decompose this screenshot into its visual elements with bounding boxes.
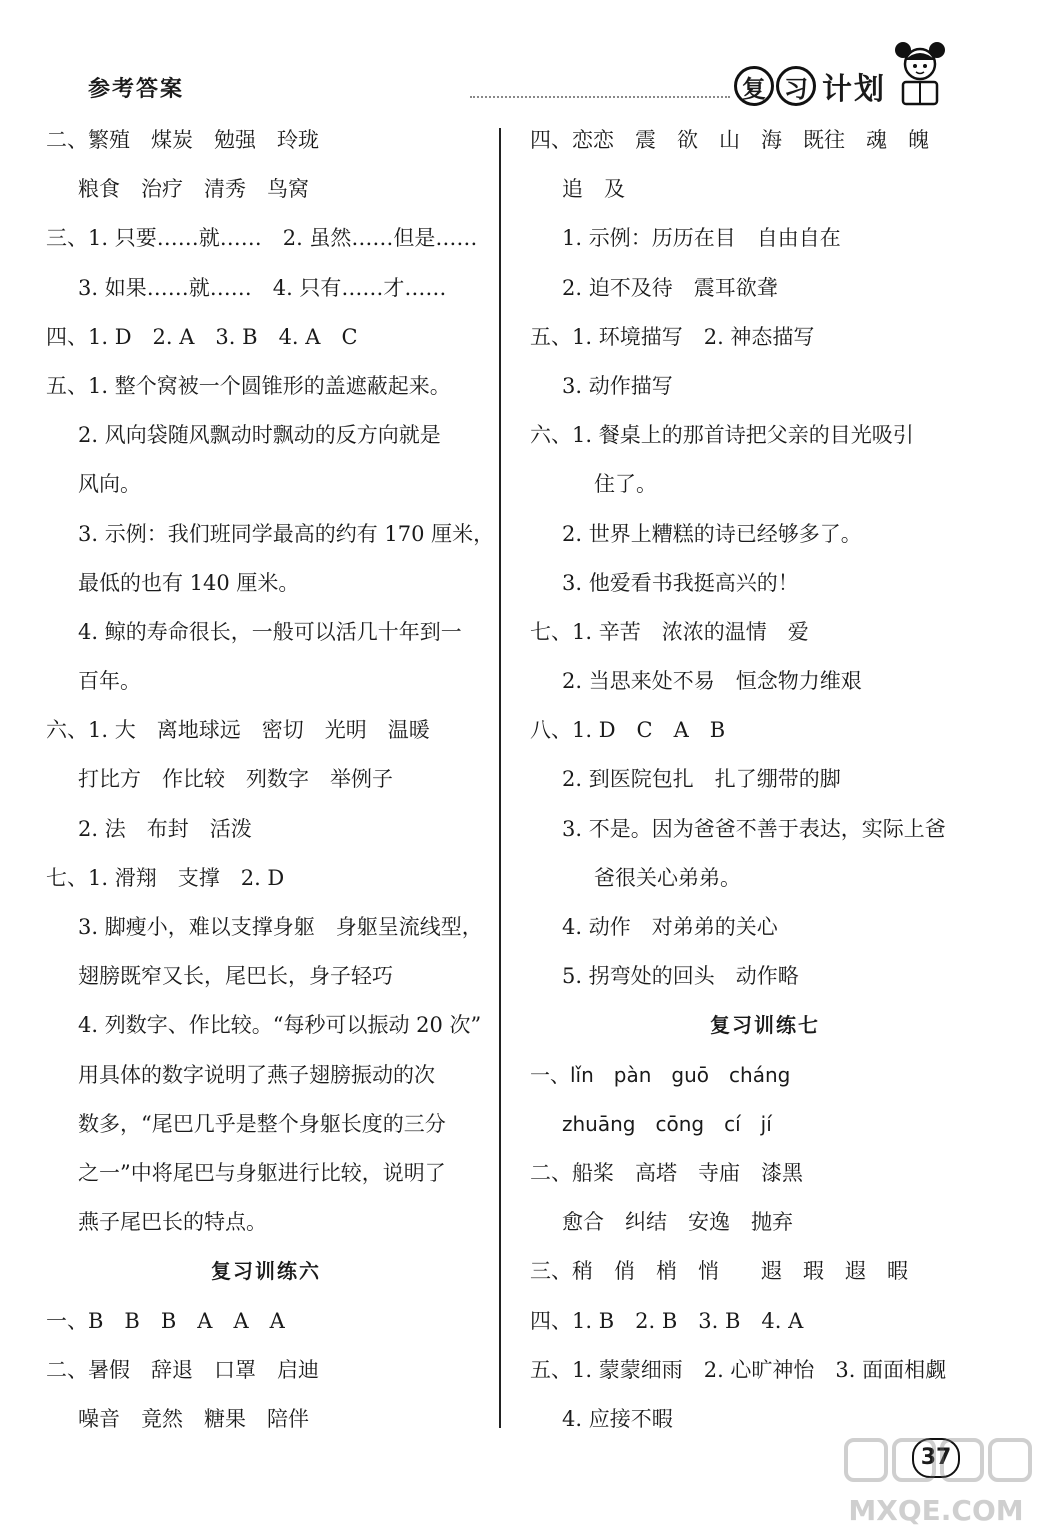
answer-line: 二、繁殖 煤炭 勉强 玲珑 — [46, 128, 319, 152]
answer-line: 噪音 竟然 糖果 陪伴 — [78, 1406, 309, 1431]
answer-line: 四、恋恋 震 欲 山 海 既往 魂 魄 — [530, 128, 929, 152]
answer-line: 2. 世界上糟糕的诗已经够多了。 — [562, 521, 862, 546]
page-number: 37 — [912, 1438, 960, 1478]
answer-line: 四、1. D 2. A 3. B 4. A C — [46, 324, 358, 349]
answer-line: 4. 列数字、作比较。“每秒可以振动 20 次” — [78, 1013, 482, 1038]
answer-line: 最低的也有 140 厘米。 — [78, 570, 300, 595]
answer-line: 2. 风向袋随风飘动时飘动的反方向就是 — [78, 423, 441, 448]
answer-line: 打比方 作比较 列数字 举例子 — [78, 767, 393, 792]
answer-line: 2. 到医院包扎 扎了绷带的脚 — [562, 767, 841, 792]
answer-line: 六、1. 大 离地球远 密切 光明 温暖 — [46, 718, 430, 743]
answer-line: 5. 拐弯处的回头 动作略 — [562, 964, 799, 989]
answer-line: 二、船桨 高塔 寺庙 漆黑 — [530, 1160, 803, 1185]
answer-line: 粮食 治疗 清秀 鸟窝 — [78, 177, 309, 202]
answer-line: 燕子尾巴长的特点。 — [78, 1210, 267, 1235]
answer-line: 七、1. 滑翔 支撑 2. D — [46, 865, 285, 890]
section-heading: 复习训练六 — [211, 1259, 321, 1284]
answer-line: 用具体的数字说明了燕子翅膀振动的次 — [78, 1062, 435, 1087]
answer-line: 3. 不是。因为爸爸不善于表达，实际上爸 — [562, 816, 946, 841]
answer-line: 追 及 — [562, 177, 625, 202]
watermark-text: MXQE.COM — [848, 1494, 1024, 1527]
answer-line: 之一”中将尾巴与身躯进行比较，说明了 — [78, 1160, 446, 1185]
right-answer-column — [530, 116, 1000, 1444]
answer-line: 三、稍 俏 梢 悄 遐 瑕 遐 暇 — [530, 1259, 908, 1284]
answer-line: 愈合 纠结 安逸 抛弃 — [562, 1210, 793, 1235]
answer-line: 三、1. 只要……就…… 2. 虽然……但是…… — [46, 226, 478, 251]
answer-line: 4. 应接不暇 — [562, 1406, 673, 1431]
header-left-title: 参考答案 — [88, 76, 185, 102]
answer-line: 3. 示例：我们班同学最高的约有 170 厘米， — [78, 521, 495, 546]
answer-line: 3. 脚瘦小，难以支撑身躯 身躯呈流线型， — [78, 915, 483, 939]
answer-line: 翅膀既窄又长，尾巴长，身子轻巧 — [78, 964, 393, 989]
answer-line: 3. 动作描写 — [562, 373, 673, 398]
answer-line: 五、1. 整个窝被一个圆锥形的盖遮蔽起来。 — [46, 373, 451, 398]
answer-line: 五、1. 环境描写 2. 神态描写 — [530, 324, 815, 349]
answer-line: 3. 他爱看书我挺高兴的！ — [562, 570, 799, 595]
answer-line: 2. 迫不及待 震耳欲聋 — [562, 275, 778, 300]
brand-rest: 计划 — [822, 72, 886, 107]
site-watermark-logo — [836, 1430, 1036, 1530]
answer-line: 2. 当思来处不易 恒念物力维艰 — [562, 669, 862, 694]
answer-line: 住了。 — [594, 472, 657, 497]
answer-line: 风向。 — [78, 472, 141, 497]
left-answer-column — [46, 116, 495, 1444]
answer-line: 七、1. 辛苦 浓浓的温情 爱 — [530, 619, 809, 644]
mascot-girl-icon — [885, 38, 955, 108]
answer-line: 爸很关心弟弟。 — [594, 865, 741, 890]
header-dotted-line — [470, 96, 730, 98]
answer-line: 2. 法 布封 活泼 — [78, 816, 252, 841]
answer-line: 一、lǐn pàn guō cháng — [530, 1062, 791, 1087]
brand-circled-char-2: 习 — [776, 66, 816, 106]
column-divider — [499, 128, 501, 1428]
answer-line: 4. 鲸的寿命很长，一般可以活几十年到一 — [78, 619, 462, 644]
answer-line: 3. 如果……就…… 4. 只有……才…… — [78, 275, 447, 300]
answer-line: 二、暑假 辞退 口罩 启迪 — [46, 1357, 319, 1382]
answer-line: 四、1. B 2. B 3. B 4. A — [530, 1308, 804, 1333]
answer-line: 1. 示例：历历在目 自由自在 — [562, 226, 841, 251]
header-brand — [734, 64, 886, 108]
answer-line: 数多，“尾巴几乎是整个身躯长度的三分 — [78, 1111, 446, 1136]
answer-line: 一、B B B A A A — [46, 1308, 285, 1333]
answer-line: 八、1. D C A B — [530, 718, 726, 743]
answer-line: 六、1. 餐桌上的那首诗把父亲的目光吸引 — [530, 423, 914, 448]
answer-line: 五、1. 蒙蒙细雨 2. 心旷神怡 3. 面面相觑 — [530, 1357, 947, 1382]
answer-line: 4. 动作 对弟弟的关心 — [562, 915, 778, 939]
section-heading: 复习训练七 — [710, 1013, 820, 1038]
answer-line: zhuāng cōng cí jí — [562, 1111, 772, 1136]
brand-circled-char-1: 复 — [734, 66, 774, 106]
answer-line: 百年。 — [78, 669, 141, 694]
